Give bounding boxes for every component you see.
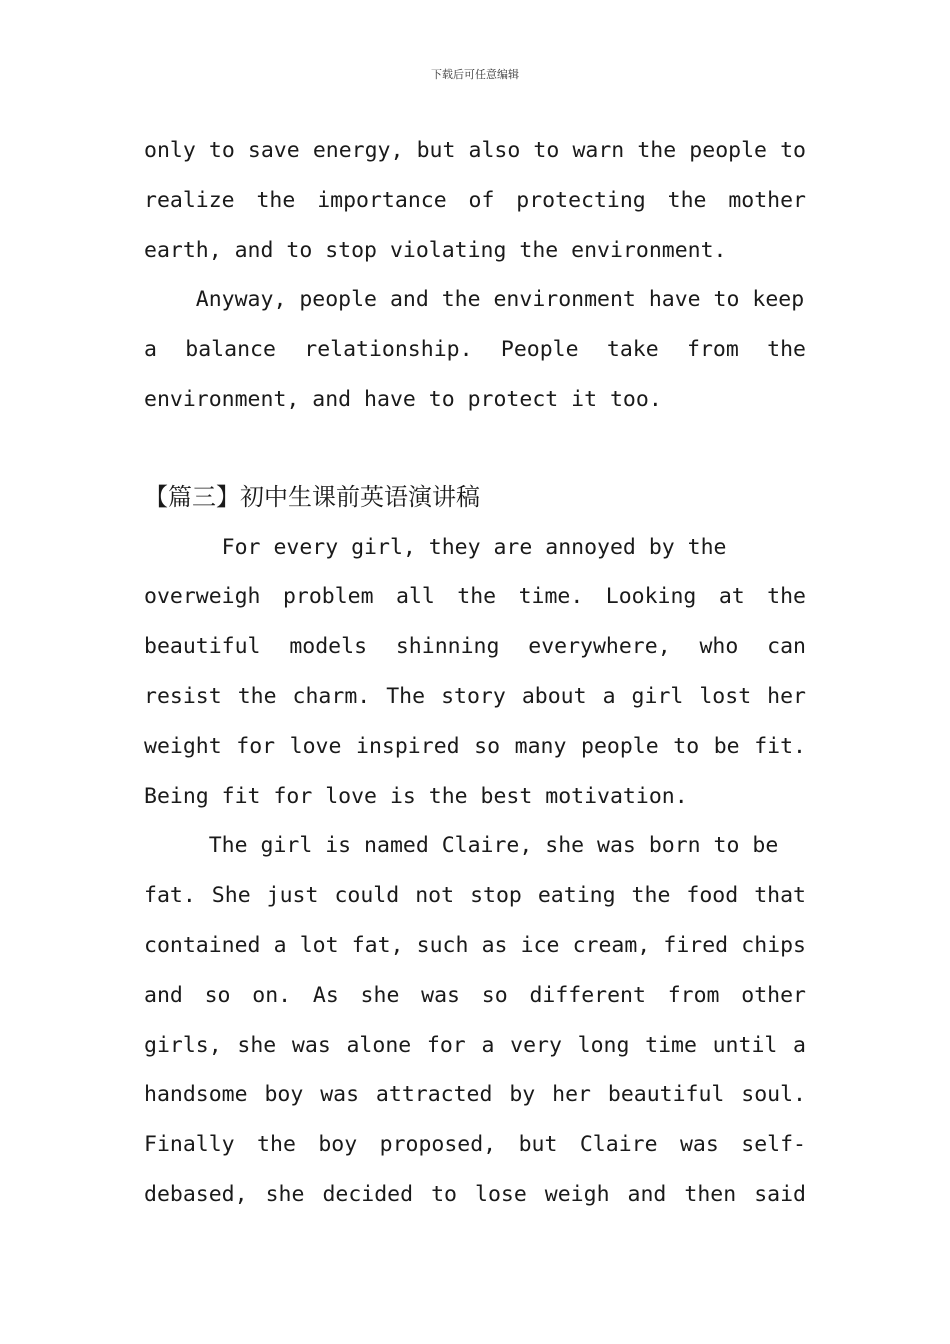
text-line: fat. She just could not stop eating the food that — [144, 883, 806, 909]
text-line: a balance relationship. People take from the — [144, 337, 806, 363]
text-line: beautiful models shinning everywhere, who can — [144, 634, 806, 660]
document-body — [144, 126, 806, 1220]
text-line: environment, and have to protect it too. — [144, 386, 662, 412]
page-header: 下载后可任意编辑 — [431, 68, 519, 81]
text-line: realize the importance of protecting the mother — [144, 187, 806, 213]
text-line: and so on. As she was so different from other — [144, 982, 806, 1008]
text-line: Anyway, people and the environment have to keep — [144, 287, 805, 313]
text-line: handsome boy was attracted by her beautiful soul. — [144, 1082, 806, 1108]
text-line: Being fit for love is the best motivation. — [144, 783, 688, 809]
text-line: weight for love inspired so many people to be fit. — [144, 733, 806, 759]
text-line: girls, she was alone for a very long time until a — [144, 1032, 806, 1058]
text-line: debased, she decided to lose weigh and then said — [144, 1181, 806, 1207]
section-title: 【篇三】初中生课前英语演讲稿 — [144, 482, 480, 511]
text-line: overweigh problem all the time. Looking at the — [144, 584, 806, 610]
text-line: only to save energy, but also to warn the people to — [144, 138, 806, 163]
text-line: resist the charm. The story about a girl lost her — [144, 683, 806, 709]
section-gap — [144, 425, 806, 473]
paragraph-block-1 — [144, 126, 806, 425]
text-line: For every girl, they are annoyed by the — [144, 534, 727, 560]
text-line: Finally the boy proposed, but Claire was self- — [144, 1132, 806, 1158]
text-line: earth, and to stop violating the environment. — [144, 237, 727, 263]
text-line: The girl is named Claire, she was born to be — [144, 833, 779, 859]
text-line: contained a lot fat, such as ice cream, fired chips — [144, 932, 806, 958]
paragraph-block-2 — [144, 523, 806, 1220]
